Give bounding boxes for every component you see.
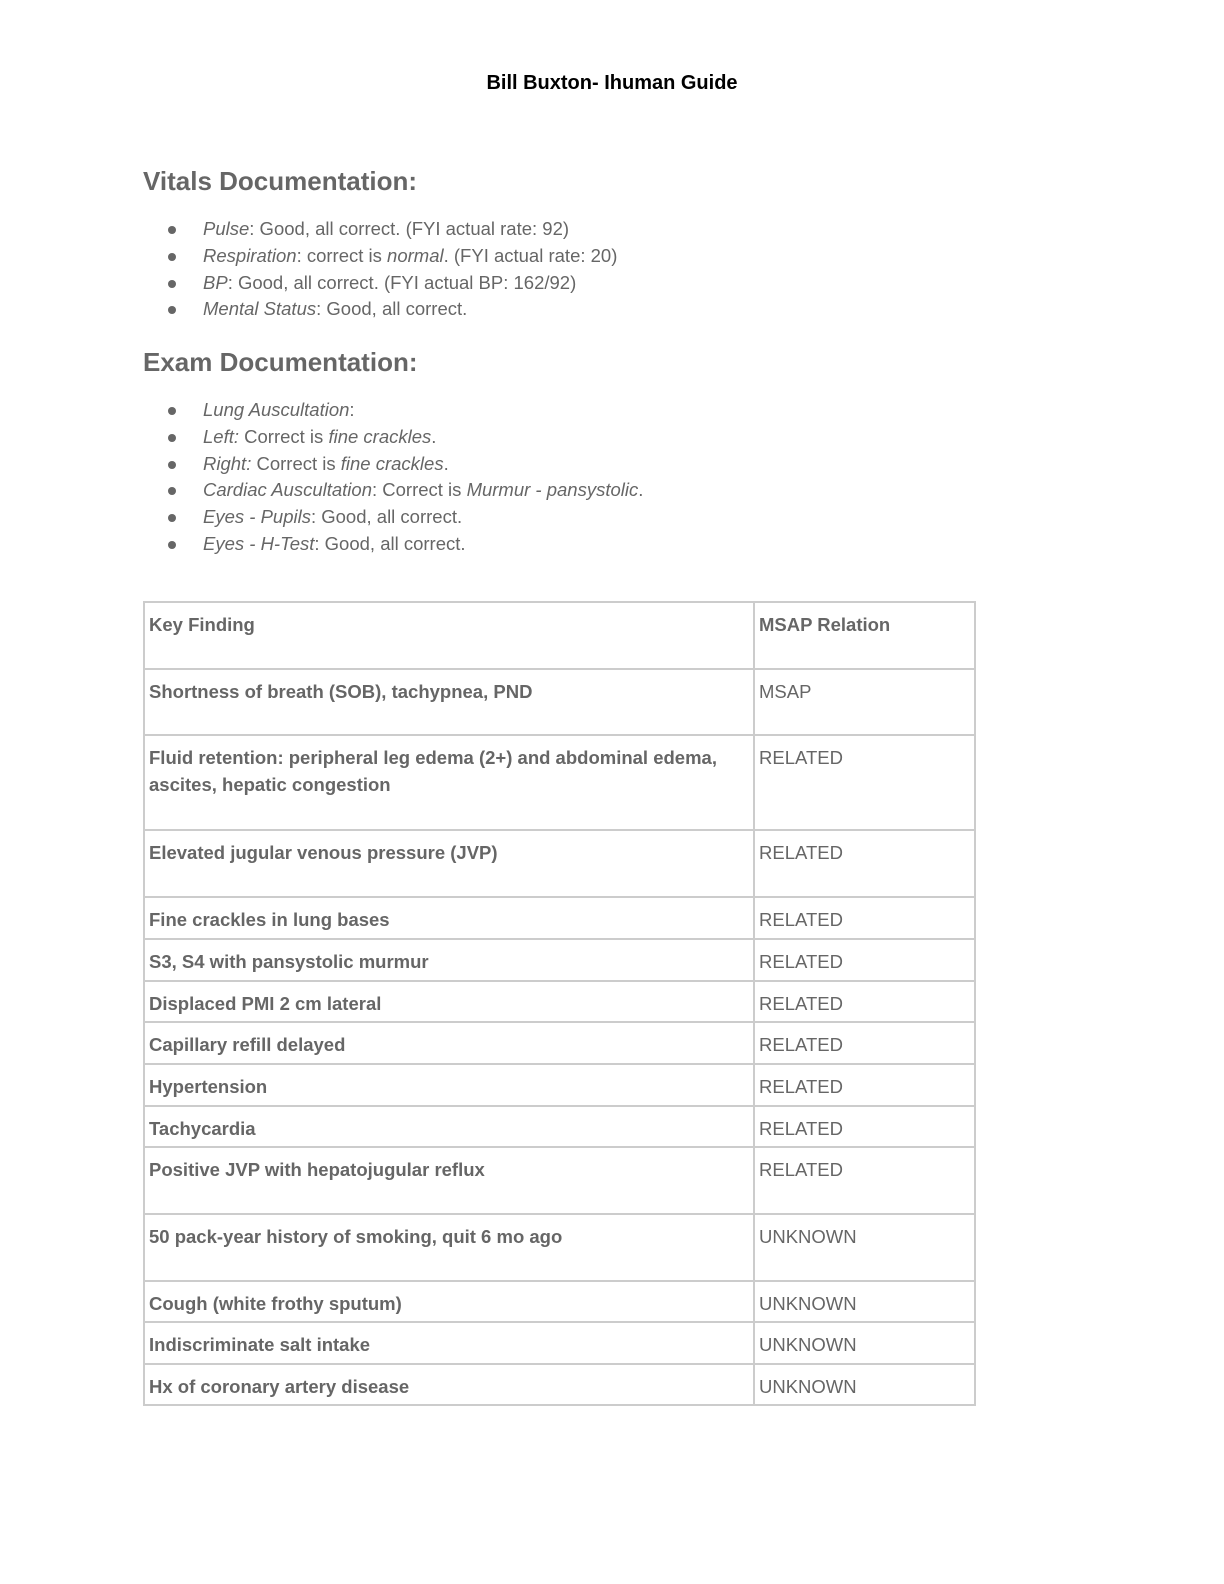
finding-cell: Displaced PMI 2 cm lateral: [144, 981, 754, 1022]
header-msap-relation: MSAP Relation: [754, 602, 975, 669]
table-header-row: [144, 602, 975, 669]
finding-cell: Indiscriminate salt intake: [144, 1322, 754, 1364]
exam-item-lung-auscultation: Lung Auscultation:: [143, 397, 643, 424]
finding-cell: Fluid retention: peripheral leg edema (2+) and abdominal edema, ascites, hepatic congestion: [144, 735, 754, 830]
relation-cell: RELATED: [754, 1106, 975, 1147]
exam-item-eyes-pupils: Eyes - Pupils: Good, all correct.: [143, 504, 643, 531]
exam-list: [143, 397, 643, 558]
vitals-list: [143, 216, 617, 323]
finding-cell: Shortness of breath (SOB), tachypnea, PND: [144, 669, 754, 735]
exam-item-eyes-h-test: Eyes - H-Test: Good, all correct.: [143, 531, 643, 558]
finding-cell: 50 pack-year history of smoking, quit 6 mo ago: [144, 1214, 754, 1281]
finding-cell: Cough (white frothy sputum): [144, 1281, 754, 1322]
relation-cell: RELATED: [754, 830, 975, 897]
table-row: [144, 1322, 975, 1364]
table-row: [144, 669, 975, 735]
table-row: [144, 1064, 975, 1106]
exam-item-left: Left: Correct is fine crackles.: [143, 424, 643, 451]
relation-cell: MSAP: [754, 669, 975, 735]
vitals-heading: Vitals Documentation:: [143, 166, 418, 196]
bullet-icon: [168, 226, 176, 234]
bullet-icon: [168, 461, 176, 469]
table-row: [144, 1106, 975, 1147]
table-row: [144, 1364, 975, 1405]
finding-cell: Capillary refill delayed: [144, 1022, 754, 1064]
vitals-item-mental-status: Mental Status: Good, all correct.: [143, 296, 617, 323]
table-row: [144, 735, 975, 830]
relation-cell: RELATED: [754, 897, 975, 939]
document-title: Bill Buxton- Ihuman Guide: [486, 72, 738, 94]
table-row: [144, 1147, 975, 1214]
bullet-icon: [168, 487, 176, 495]
finding-cell: Tachycardia: [144, 1106, 754, 1147]
finding-cell: Hx of coronary artery disease: [144, 1364, 754, 1405]
header-key-finding: Key Finding: [144, 602, 754, 669]
exam-heading: Exam Documentation:: [143, 347, 418, 377]
relation-cell: UNKNOWN: [754, 1364, 975, 1405]
bullet-icon: [168, 514, 176, 522]
finding-cell: Fine crackles in lung bases: [144, 897, 754, 939]
vitals-item-bp: BP: Good, all correct. (FYI actual BP: 162/92): [143, 270, 617, 297]
bullet-icon: [168, 541, 176, 549]
relation-cell: UNKNOWN: [754, 1281, 975, 1322]
finding-cell: Positive JVP with hepatojugular reflux: [144, 1147, 754, 1214]
relation-cell: RELATED: [754, 981, 975, 1022]
bullet-icon: [168, 280, 176, 288]
bullet-icon: [168, 434, 176, 442]
table-row: [144, 1022, 975, 1064]
finding-cell: Hypertension: [144, 1064, 754, 1106]
bullet-icon: [168, 253, 176, 261]
relation-cell: UNKNOWN: [754, 1322, 975, 1364]
exam-item-right: Right: Correct is fine crackles.: [143, 451, 643, 478]
table-row: [144, 1281, 975, 1322]
relation-cell: RELATED: [754, 1147, 975, 1214]
exam-item-cardiac-auscultation: Cardiac Auscultation: Correct is Murmur - pansystolic.: [143, 477, 643, 504]
bullet-icon: [168, 407, 176, 415]
relation-cell: UNKNOWN: [754, 1214, 975, 1281]
relation-cell: RELATED: [754, 1022, 975, 1064]
relation-cell: RELATED: [754, 939, 975, 981]
vitals-item-pulse: Pulse: Good, all correct. (FYI actual rate: 92): [143, 216, 617, 243]
finding-cell: Elevated jugular venous pressure (JVP): [144, 830, 754, 897]
table-row: [144, 981, 975, 1022]
table-row: [144, 897, 975, 939]
relation-cell: RELATED: [754, 735, 975, 830]
relation-cell: RELATED: [754, 1064, 975, 1106]
table-row: [144, 830, 975, 897]
table-row: [144, 1214, 975, 1281]
table-row: [144, 939, 975, 981]
finding-cell: S3, S4 with pansystolic murmur: [144, 939, 754, 981]
vitals-item-respiration: Respiration: correct is normal. (FYI actual rate: 20): [143, 243, 617, 270]
bullet-icon: [168, 306, 176, 314]
key-findings-table: [143, 601, 976, 1406]
